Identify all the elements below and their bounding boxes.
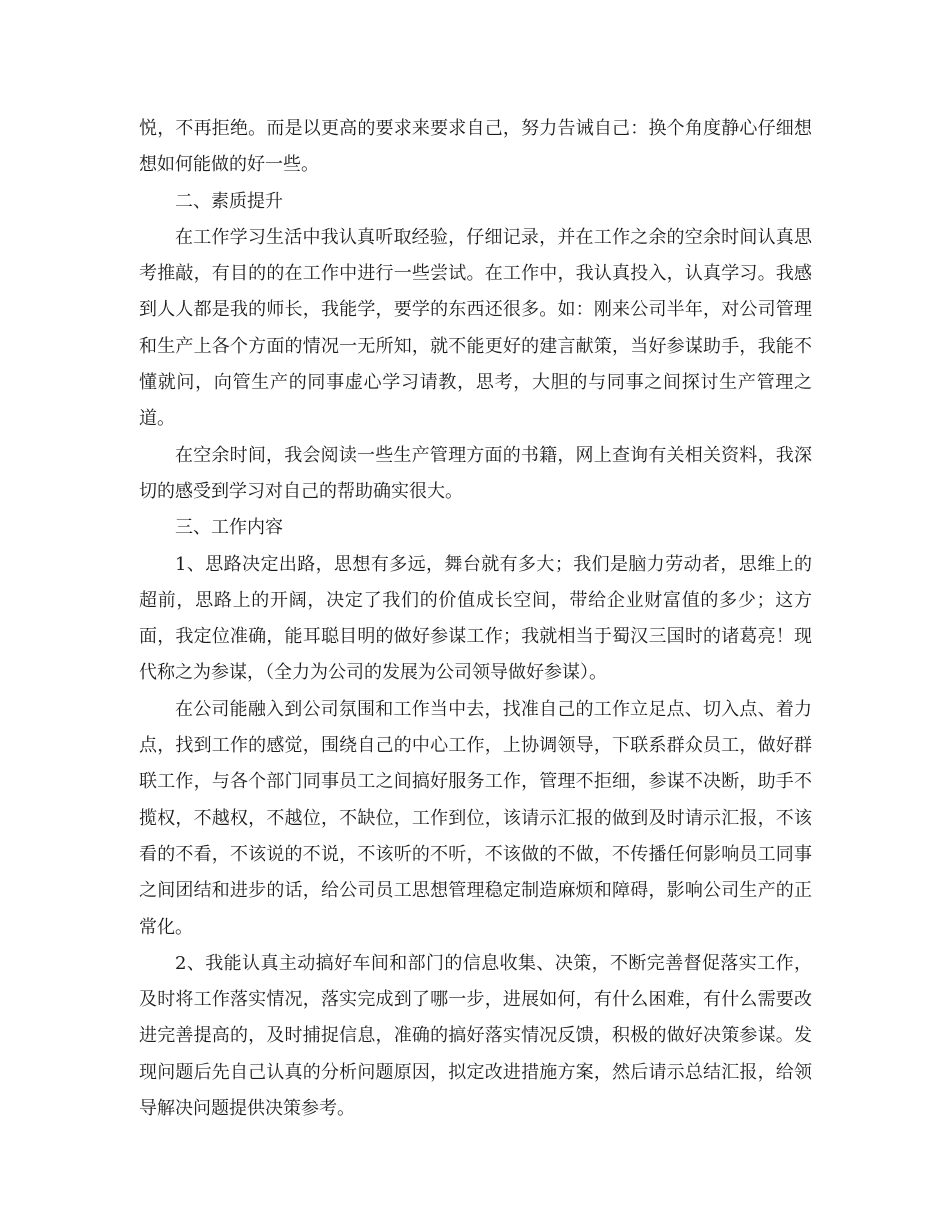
paragraph-reading: 在空余时间，我会阅读一些生产管理方面的书籍，网上查询有关相关资料，我深切的感受到学习对自己的帮助确实很大。 [139, 444, 812, 502]
section-heading-work: 三、工作内容 [175, 517, 283, 539]
paragraph-integration: 在公司能融入到公司氛围和工作当中去，找准自己的工作立足点、切入点、着力点，找到工作的感觉，围绕自己的中心工作，上协调领导，下联系群众员工，做好群联工作，与各个部门同事员工之间搞好服务工作，管理不拒细，参谋不决断，助手不揽权，不越权，不越位，不缺位，工作到位，该请示汇报的做到及时请示汇报，不该看的不看，不该说的不说，不该听的不听，不该做的不做，不传播任何影响员工同事之间团结和进步的话，给公司员工思想管理稳定制造麻烦和障碍，影响公司生产的正常化。 [139, 698, 812, 938]
paragraph-information: 2、我能认真主动搞好车间和部门的信息收集、决策，不断完善督促落实工作，及时将工作落实情况，落实完成到了哪一步，进展如何，有什么困难，有什么需要改进完善提高的，及时捕捉信息，准确的搞好落实情况反馈，积极的做好决策参谋。发现问题后先自己认真的分析问题原因，拟定改进措施方案，然后请示总结汇报，给领导解决问题提供决策参考。 [139, 952, 812, 1120]
document-body [139, 111, 812, 1127]
section-heading-quality: 二、素质提升 [175, 190, 283, 212]
paragraph-continuation: 悦，不再拒绝。而是以更高的要求来要求自己，努力告诫自己：换个角度静心仔细想想如何能做的好一些。 [139, 118, 812, 176]
paragraph-thinking: 1、思路决定出路，思想有多远，舞台就有多大；我们是脑力劳动者，思维上的超前，思路上的开阔，决定了我们的价值成长空间，带给企业财富值的多少；这方面，我定位准确，能耳聪目明的做好参谋工作；我就相当于蜀汉三国时的诸葛亮！现代称之为参谋，（全力为公司的发展为公司领导做好参谋）。 [139, 553, 812, 684]
paragraph-learning: 在工作学习生活中我认真听取经验，仔细记录，并在工作之余的空余时间认真思考推敲，有目的的在工作中进行一些尝试。在工作中，我认真投入，认真学习。我感到人人都是我的师长，我能学，要学的东西还很多。如：刚来公司半年，对公司管理和生产上各个方面的情况一无所知，就不能更好的建言献策，当好参谋助手，我能不懂就问，向管生产的同事虚心学习请教，思考，大胆的与同事之间探讨生产管理之道。 [139, 226, 812, 430]
